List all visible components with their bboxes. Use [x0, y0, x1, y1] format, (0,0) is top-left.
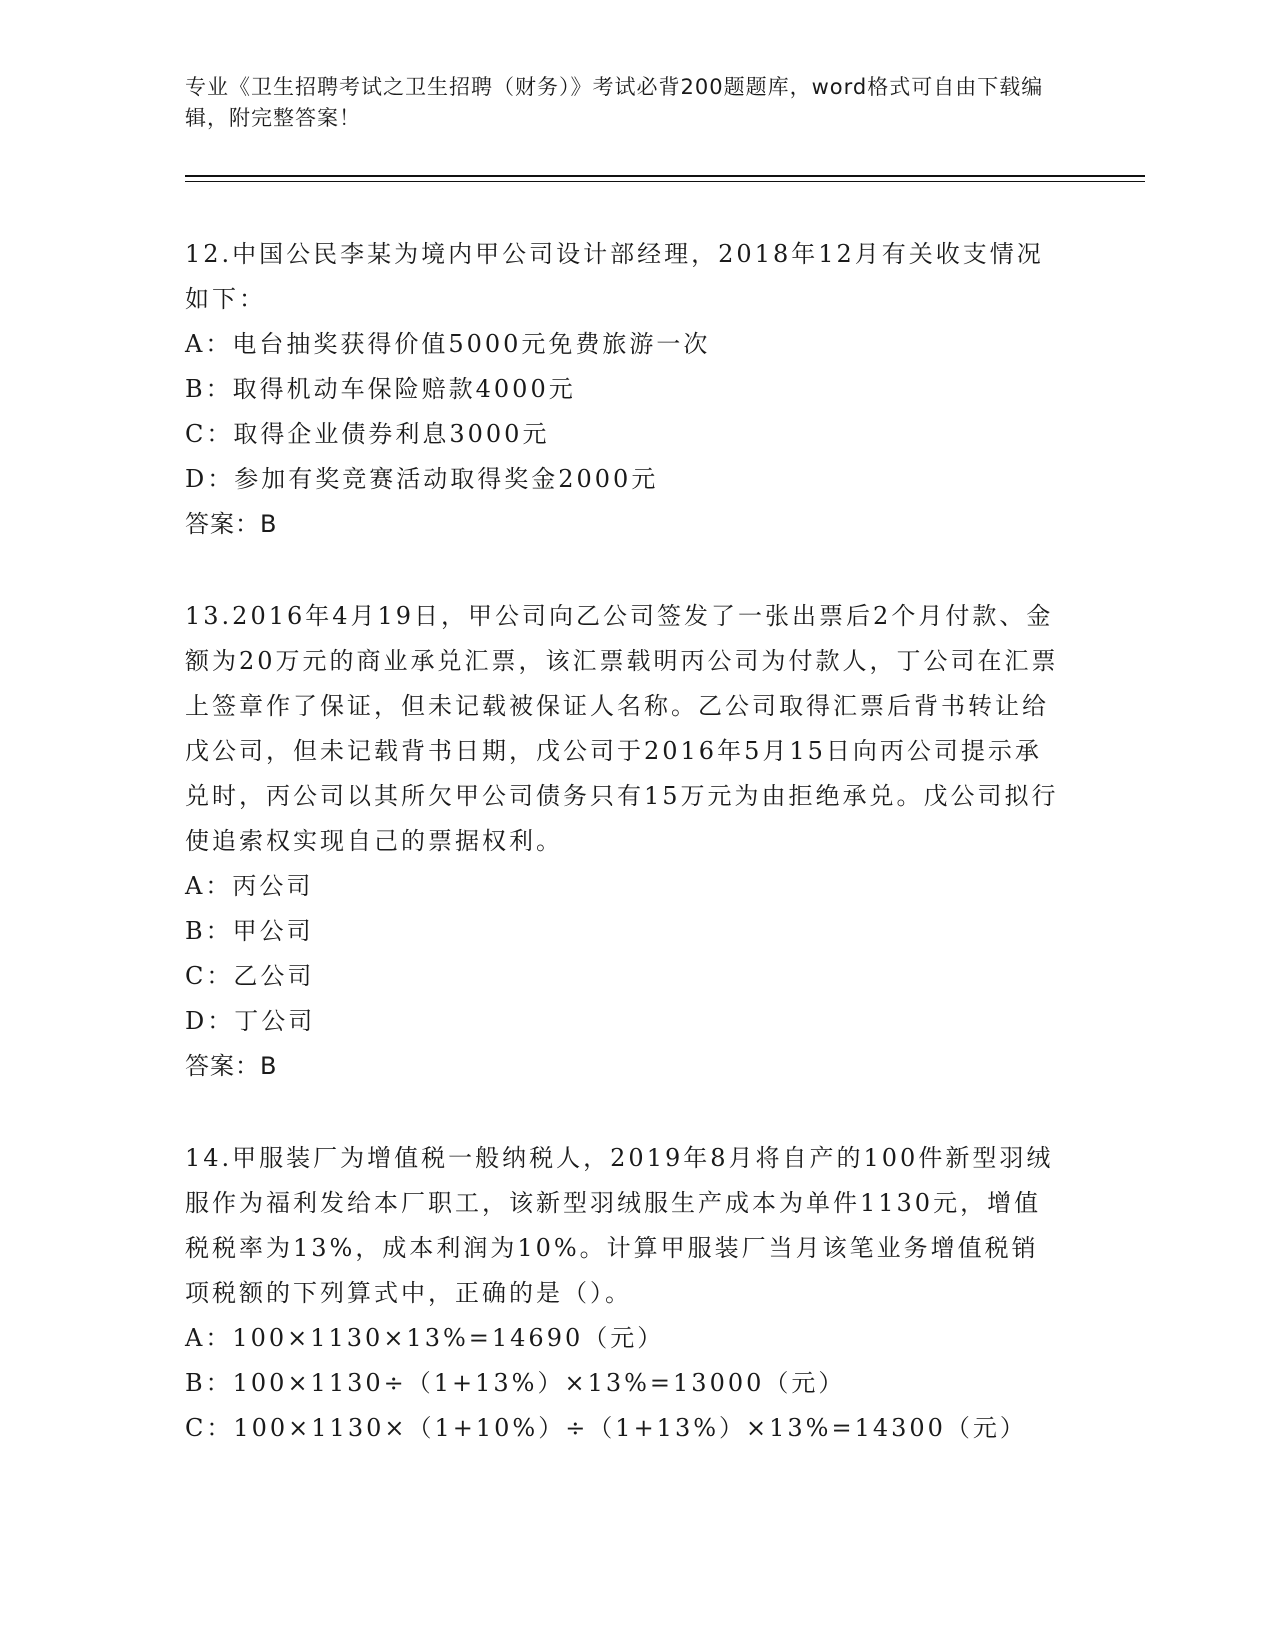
- question-12: [185, 232, 1065, 547]
- option-a: A：电台抽奖获得价值5000元免费旅游一次: [185, 330, 711, 358]
- option-a: A：100×1130×13%=14690（元）: [185, 1324, 665, 1352]
- option-b: B：100×1130÷（1+13%）×13%=13000（元）: [185, 1369, 846, 1397]
- option-c: C：乙公司: [185, 962, 315, 990]
- option-b: B：取得机动车保险赔款4000元: [185, 375, 576, 403]
- option-d: D：参加有奖竞赛活动取得奖金2000元: [185, 465, 659, 493]
- answer-line: 答案：B: [185, 510, 278, 538]
- option-b: B：甲公司: [185, 917, 314, 945]
- answer-line: 答案：B: [185, 1052, 278, 1080]
- question-list: [185, 232, 1065, 1498]
- question-14: [185, 1136, 1065, 1451]
- question-stem: 12.中国公民李某为境内甲公司设计部经理，2018年12月有关收支情况如下：: [185, 240, 1044, 313]
- option-c: C：100×1130×（1+10%）÷（1+13%）×13%=14300（元）: [185, 1414, 1027, 1442]
- option-c: C：取得企业债券利息3000元: [185, 420, 550, 448]
- option-d: D：丁公司: [185, 1007, 316, 1035]
- document-header: 专业《卫生招聘考试之卫生招聘（财务）》考试必背200题题库，word格式可自由下载编辑，附完整答案！: [185, 75, 1044, 130]
- header-divider-thick: [185, 175, 1145, 177]
- question-stem: 14.甲服装厂为增值税一般纳税人，2019年8月将自产的100件新型羽绒服作为福利发给本厂职工，该新型羽绒服生产成本为单件1130元，增值税税率为13%，成本利润为10%。计算甲服装厂当月该笔业务增值税销项税额的下列算式中，正确的是（）。: [185, 1144, 1054, 1307]
- question-stem: 13.2016年4月19日，甲公司向乙公司签发了一张出票后2个月付款、金额为20万元的商业承兑汇票，该汇票载明丙公司为付款人，丁公司在汇票上签章作了保证，但未记载被保证人名称。乙公司取得汇票后背书转让给戊公司，但未记载背书日期，戊公司于2016年5月15日向丙公司提示承兑时，丙公司以其所欠甲公司债务只有15万元为由拒绝承兑。戊公司拟行使追索权实现自己的票据权利。: [185, 602, 1059, 855]
- question-13: [185, 594, 1065, 1089]
- header-divider-thin: [185, 181, 1145, 182]
- option-a: A：丙公司: [185, 872, 314, 900]
